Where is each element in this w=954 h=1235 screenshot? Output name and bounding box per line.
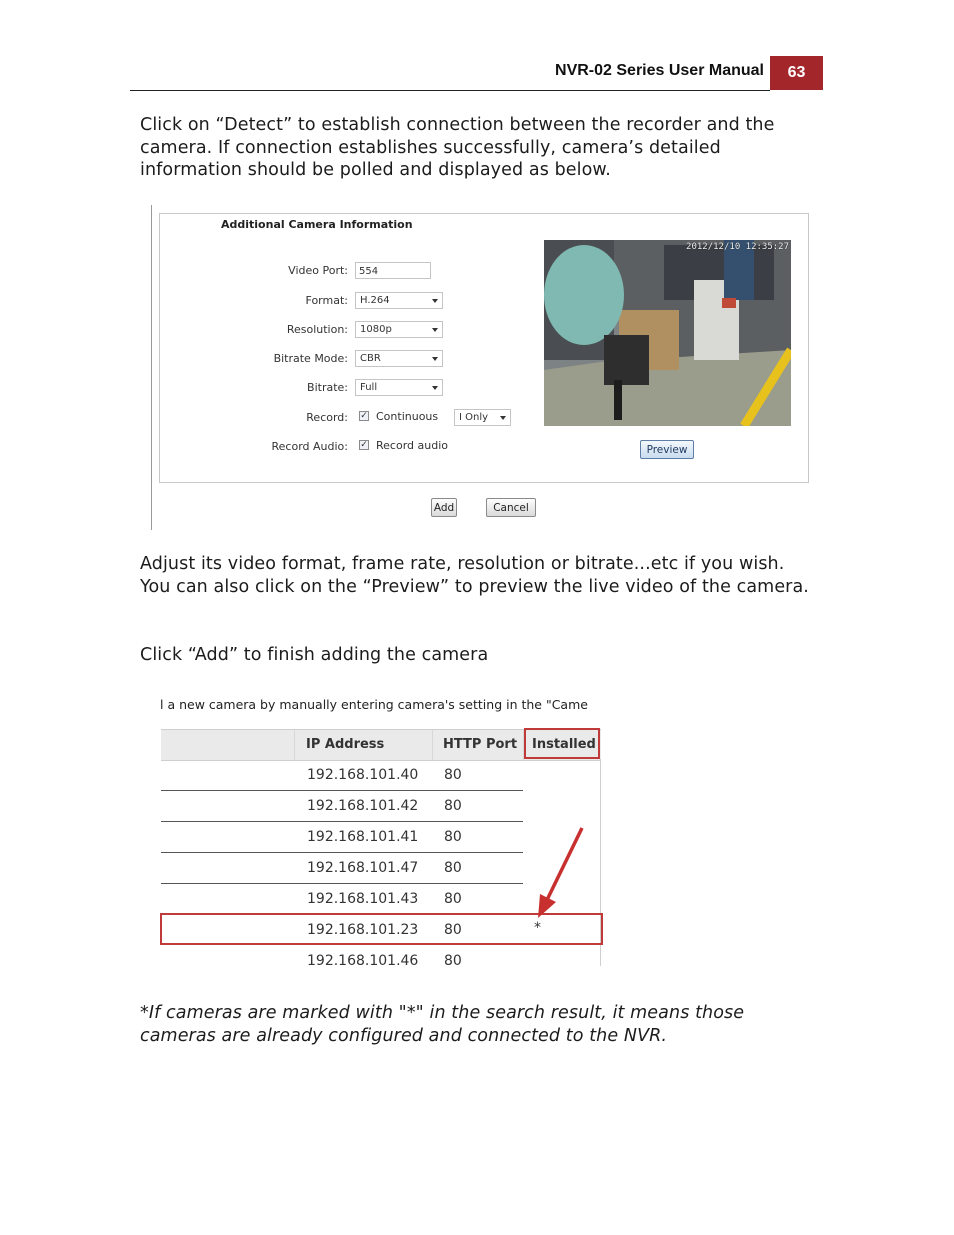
table-cell-ip[interactable]: 192.168.101.23 bbox=[307, 922, 419, 938]
video-port-row bbox=[200, 262, 550, 282]
record-audio-checkbox[interactable]: ✓ bbox=[360, 440, 368, 450]
record-checkbox[interactable]: ✓ bbox=[360, 411, 368, 421]
table-cell-ip[interactable]: 192.168.101.41 bbox=[307, 829, 419, 845]
table-cell-ip[interactable]: 192.168.101.42 bbox=[307, 798, 419, 814]
red-arrow-icon bbox=[530, 820, 600, 920]
bitrate-row bbox=[200, 379, 550, 399]
installed-marker: * bbox=[534, 920, 541, 936]
format-label: Format: bbox=[305, 294, 348, 307]
installed-header[interactable]: Installed bbox=[532, 737, 596, 752]
resolution-value: 1080p bbox=[360, 324, 392, 335]
intro-paragraph: Click on “Detect” to establish connection between the recorder and the camera. If connection establishes successfully, camera’s detailed information should be polled and displayed as below. bbox=[140, 115, 775, 180]
table-cell-ip[interactable]: 192.168.101.47 bbox=[307, 860, 419, 876]
adjust-paragraph: Adjust its video format, frame rate, resolution or bitrate...etc if you wish. You can also click on the “Preview” to preview the live video of the camera. bbox=[140, 554, 809, 597]
record-label: Record: bbox=[306, 411, 348, 424]
row-divider bbox=[161, 821, 523, 822]
bitrate-label: Bitrate: bbox=[307, 381, 348, 394]
bitrate-mode-label: Bitrate Mode: bbox=[273, 352, 348, 365]
row-divider bbox=[161, 790, 523, 791]
resolution-select[interactable] bbox=[355, 321, 443, 338]
http-port-header[interactable]: HTTP Port bbox=[443, 737, 518, 752]
format-row bbox=[200, 292, 550, 312]
table-cell-ip[interactable]: 192.168.101.46 bbox=[307, 953, 419, 966]
cancel-button[interactable]: Cancel bbox=[486, 498, 536, 517]
camera-info-title: Additional Camera Information bbox=[221, 218, 413, 231]
preview-button[interactable]: Preview bbox=[640, 440, 694, 459]
camera-preview-video bbox=[544, 240, 791, 426]
video-timestamp: 2012/12/10 12:35:27 bbox=[686, 242, 789, 252]
video-port-label: Video Port: bbox=[288, 264, 348, 277]
resolution-label: Resolution: bbox=[286, 323, 348, 336]
record-mode-value: I Only bbox=[459, 412, 489, 423]
chevron-down-icon bbox=[432, 386, 438, 390]
chevron-down-icon bbox=[432, 299, 438, 303]
header-rule bbox=[130, 90, 770, 91]
record-audio-check-label: Record audio bbox=[376, 439, 448, 452]
bitrate-mode-select[interactable] bbox=[355, 350, 443, 367]
bitrate-value: Full bbox=[360, 382, 378, 393]
video-port-input[interactable]: 554 bbox=[355, 262, 431, 279]
row-divider bbox=[161, 883, 523, 884]
search-caption: l a new camera by manually entering camera's setting in the "Came bbox=[160, 697, 588, 712]
record-mode-select[interactable] bbox=[454, 409, 511, 426]
format-select[interactable] bbox=[355, 292, 443, 309]
page-number: 63 bbox=[770, 56, 823, 90]
chevron-down-icon bbox=[432, 357, 438, 361]
add-button[interactable]: Add bbox=[431, 498, 457, 517]
video-frame-image bbox=[544, 240, 791, 426]
chevron-down-icon bbox=[432, 328, 438, 332]
row-divider bbox=[161, 852, 523, 853]
installed-note: *If cameras are marked with "*" in the search result, it means those cameras are already configured and connected to the NVR. bbox=[140, 1003, 745, 1046]
table-cell-port[interactable]: 80 bbox=[444, 891, 462, 907]
table-cell-ip[interactable]: 192.168.101.43 bbox=[307, 891, 419, 907]
column-divider bbox=[294, 730, 295, 760]
resolution-row bbox=[200, 321, 550, 341]
record-audio-label: Record Audio: bbox=[271, 440, 348, 453]
record-check-label: Continuous bbox=[376, 410, 439, 423]
bitrate-select[interactable] bbox=[355, 379, 443, 396]
chevron-down-icon bbox=[500, 416, 506, 420]
table-cell-port[interactable]: 80 bbox=[444, 860, 462, 876]
table-row-clipped bbox=[161, 950, 601, 966]
table-cell-port[interactable]: 80 bbox=[444, 829, 462, 845]
table-cell-port[interactable]: 80 bbox=[444, 767, 462, 783]
bitrate-mode-row bbox=[200, 350, 550, 370]
format-value: H.264 bbox=[360, 295, 390, 306]
table-cell-port[interactable]: 80 bbox=[444, 922, 462, 938]
record-row bbox=[200, 409, 550, 429]
bitrate-mode-value: CBR bbox=[360, 353, 381, 364]
screenshot-border bbox=[151, 205, 152, 530]
table-cell-port[interactable]: 80 bbox=[444, 953, 462, 966]
manual-title: NVR-02 Series User Manual bbox=[555, 62, 764, 79]
ip-address-header[interactable]: IP Address bbox=[306, 737, 385, 752]
add-instruction: Click “Add” to finish adding the camera bbox=[140, 645, 489, 665]
table-cell-ip[interactable]: 192.168.101.40 bbox=[307, 767, 419, 783]
record-audio-row bbox=[200, 438, 550, 458]
column-divider bbox=[432, 730, 433, 760]
installed-column-highlight bbox=[524, 728, 600, 759]
table-cell-port[interactable]: 80 bbox=[444, 798, 462, 814]
